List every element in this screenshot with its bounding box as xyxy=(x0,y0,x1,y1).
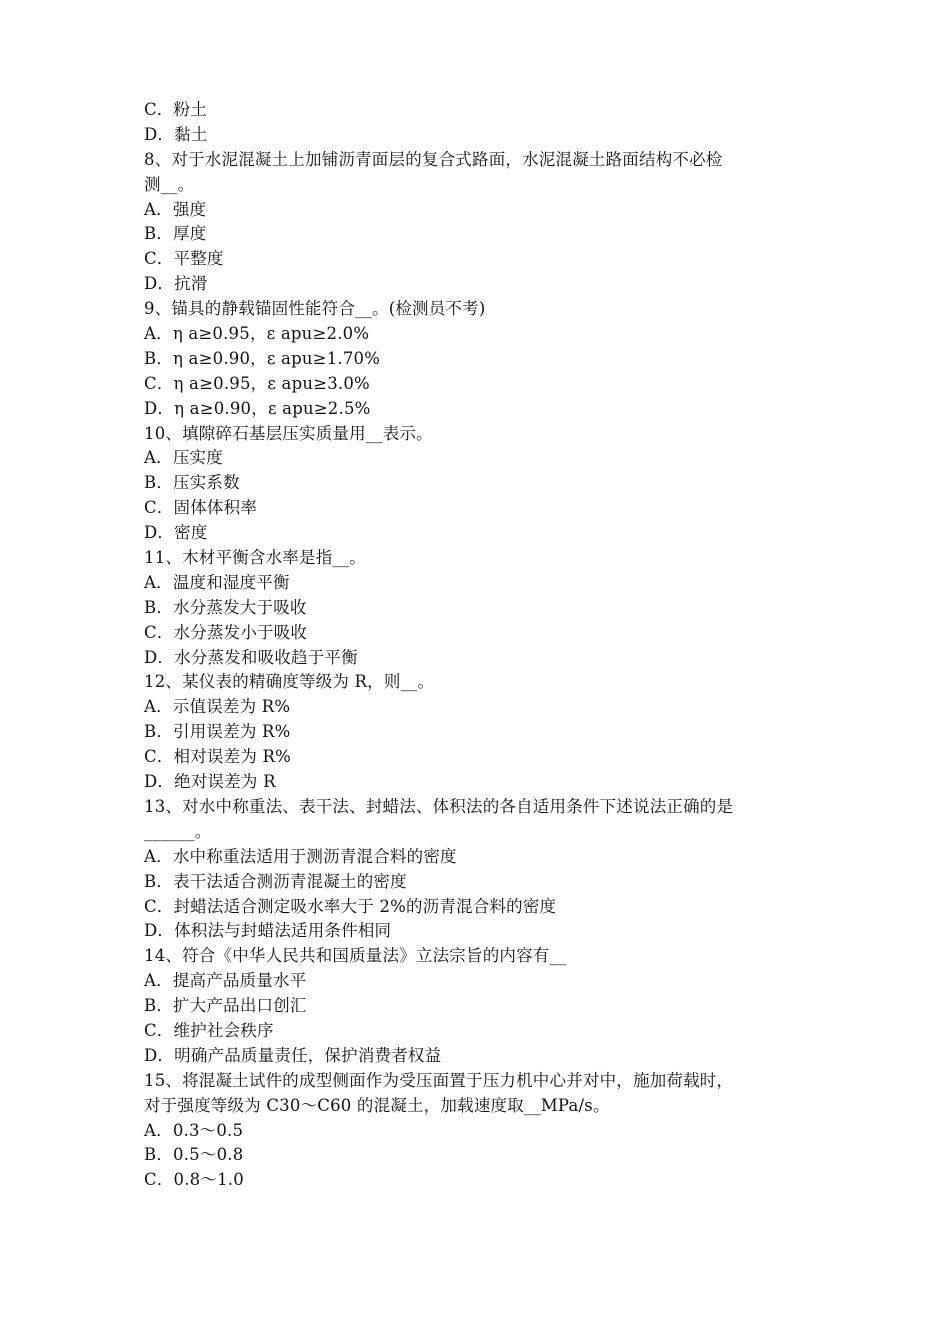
document-page xyxy=(144,98,824,1193)
question-text-line: 15、将混凝土试件的成型侧面作为受压面置于压力机中心并对中，施加荷载时， xyxy=(144,1070,734,1090)
question-text-line: 13、对水中称重法、表干法、封蜡法、体积法的各自适用条件下述说法正确的是 xyxy=(144,796,734,816)
answer-option-line: A．温度和湿度平衡 xyxy=(144,572,290,592)
answer-option-line: B．扩大产品出口创汇 xyxy=(144,996,307,1016)
answer-option-line: C．粉土 xyxy=(144,100,207,119)
answer-option-line: C．相对误差为 R% xyxy=(144,747,291,767)
answer-option-line: D．绝对误差为 R xyxy=(144,772,276,792)
question-text-line: ______。 xyxy=(144,821,212,841)
question-text-line: 测__。 xyxy=(144,174,195,194)
question-text-line: 14、符合《中华人民共和国质量法》立法宗旨的内容有__ xyxy=(144,946,567,966)
question-text-line: 8、对于水泥混凝土上加铺沥青面层的复合式路面，水泥混凝土路面结构不必检 xyxy=(144,149,723,169)
answer-option-line: A．压实度 xyxy=(144,448,223,468)
answer-option-line: A．强度 xyxy=(144,199,207,219)
answer-option-line: A．水中称重法适用于测沥青混合料的密度 xyxy=(144,846,457,866)
answer-option-line: D．水分蒸发和吸收趋于平衡 xyxy=(144,647,358,667)
answer-option-line: D．明确产品质量责任，保护消费者权益 xyxy=(144,1045,442,1065)
question-text-line: 对于强度等级为 C30～C60 的混凝土，加载速度取__MPa/s。 xyxy=(144,1095,610,1115)
question-text-line: 10、填隙碎石基层压实质量用__表示。 xyxy=(144,423,433,443)
answer-option-line: C．维护社会秩序 xyxy=(144,1020,274,1040)
question-text-line: 11、木材平衡含水率是指__。 xyxy=(144,548,366,568)
answer-option-line: D．密度 xyxy=(144,523,208,543)
question-text-line: 9、锚具的静载锚固性能符合__。(检测员不考) xyxy=(144,299,486,319)
answer-option-line: A．示值误差为 R% xyxy=(144,697,291,717)
answer-option-line: C．封蜡法适合测定吸水率大于 2%的沥青混合料的密度 xyxy=(144,896,557,916)
question-text-line: 12、某仪表的精确度等级为 R，则__。 xyxy=(144,672,435,692)
answer-option-line: B．压实系数 xyxy=(144,473,240,493)
answer-option-line: C．平整度 xyxy=(144,249,224,269)
answer-option-line: D．抗滑 xyxy=(144,274,208,294)
answer-option-line: C．η a≥0.95，ε apu≥3.0% xyxy=(144,373,370,393)
answer-option-line: C．固体体积率 xyxy=(144,498,258,518)
answer-option-line: B．厚度 xyxy=(144,224,207,244)
answer-option-line: D．η a≥0.90，ε apu≥2.5% xyxy=(144,398,371,418)
answer-option-line: A．0.3～0.5 xyxy=(144,1120,244,1140)
answer-option-line: B．引用误差为 R% xyxy=(144,722,291,742)
answer-option-line: A．η a≥0.95，ε apu≥2.0% xyxy=(144,324,370,344)
answer-option-line: B．0.5～0.8 xyxy=(144,1145,244,1165)
answer-option-line: C．0.8～1.0 xyxy=(144,1170,244,1190)
answer-option-line: B．η a≥0.90，ε apu≥1.70% xyxy=(144,348,381,368)
answer-option-line: B．表干法适合测沥青混凝土的密度 xyxy=(144,871,407,891)
answer-option-line: C．水分蒸发小于吸收 xyxy=(144,622,308,642)
answer-option-line: D．黏土 xyxy=(144,124,208,144)
answer-option-line: D．体积法与封蜡法适用条件相同 xyxy=(144,921,392,941)
answer-option-line: B．水分蒸发大于吸收 xyxy=(144,597,307,617)
answer-option-line: A．提高产品质量水平 xyxy=(144,971,307,991)
